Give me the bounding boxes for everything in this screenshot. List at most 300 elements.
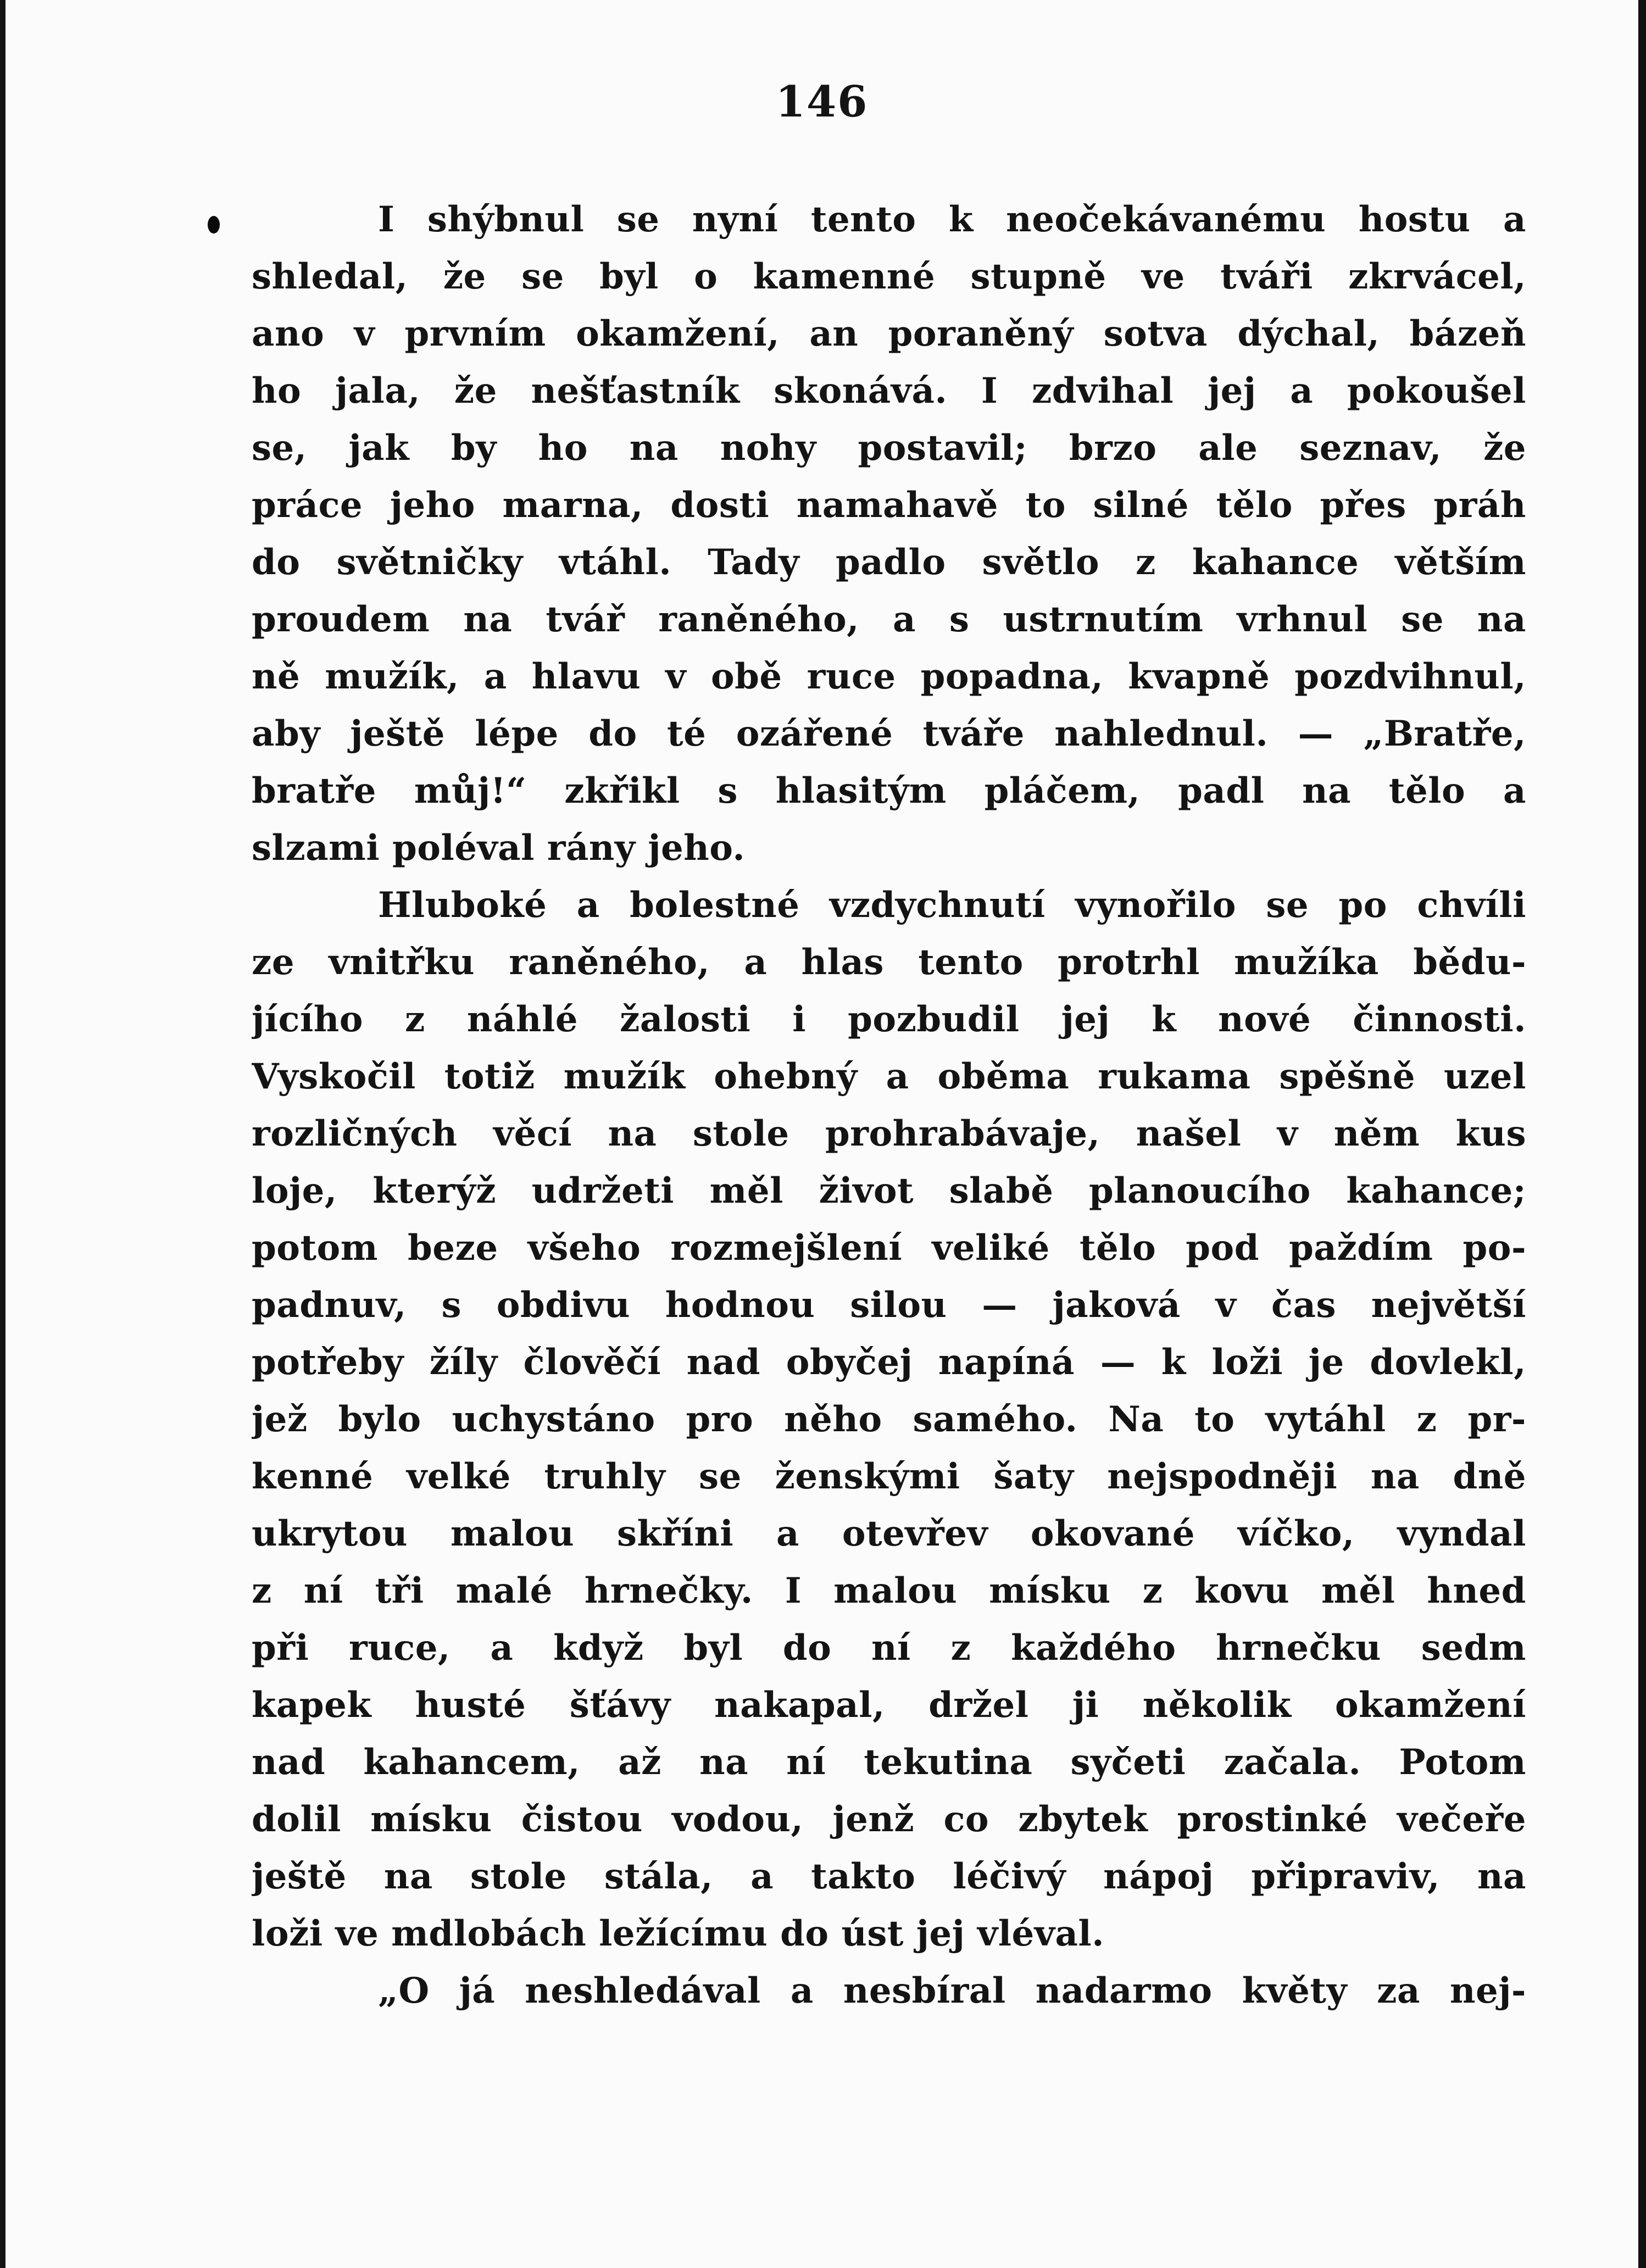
word: do xyxy=(782,1627,832,1669)
word: takto xyxy=(811,1856,916,1897)
word: nahlednul. xyxy=(1054,713,1269,754)
word: syčeti xyxy=(1070,1742,1186,1783)
word: je xyxy=(1308,1342,1344,1383)
text-line xyxy=(252,1277,1526,1334)
word: dosti xyxy=(670,485,770,526)
word: a xyxy=(1503,199,1526,240)
word: na xyxy=(383,1856,433,1897)
word: bázeň xyxy=(1409,313,1526,354)
word: vtáhl. xyxy=(559,542,672,583)
word: stole xyxy=(692,1113,789,1154)
word: I xyxy=(378,199,395,240)
word: začala. xyxy=(1224,1742,1361,1783)
text-line xyxy=(252,534,1526,591)
word: nešťastník xyxy=(531,370,740,412)
word: vytáhl xyxy=(1265,1399,1386,1440)
word: otevřev xyxy=(842,1513,988,1554)
word: při xyxy=(252,1627,309,1669)
word: „O xyxy=(378,1970,430,2011)
word: by xyxy=(451,427,497,469)
word: — xyxy=(982,1285,1017,1326)
text-line xyxy=(252,1905,1526,1963)
word: sedm xyxy=(1421,1627,1526,1669)
text-line xyxy=(252,1734,1526,1791)
word: k xyxy=(1152,999,1177,1040)
text-line xyxy=(252,1391,1526,1448)
word: okamžení xyxy=(1334,1685,1526,1726)
text-line xyxy=(252,1448,1526,1505)
word: okamžení, xyxy=(576,313,780,354)
word: sotva xyxy=(1103,313,1208,354)
word: činnosti. xyxy=(1353,999,1526,1040)
word: na xyxy=(1477,599,1526,640)
word: namahavě xyxy=(796,485,998,526)
word: člověčí xyxy=(523,1342,661,1383)
text-line xyxy=(252,363,1526,420)
text-line xyxy=(252,1677,1526,1734)
word: loje, xyxy=(252,1170,337,1211)
word: ozářené xyxy=(736,713,893,754)
word: po xyxy=(1338,885,1387,926)
word: s xyxy=(949,599,970,640)
word: měl xyxy=(709,1170,783,1211)
word: protrhl xyxy=(1058,942,1200,983)
word: čistou xyxy=(521,1799,643,1840)
book-page xyxy=(5,0,1638,2268)
word: z xyxy=(252,1570,272,1611)
word: stupně xyxy=(970,256,1106,297)
text-line xyxy=(252,477,1526,534)
word: neočekávanému xyxy=(1006,199,1326,240)
word: se xyxy=(699,1456,742,1497)
text-line xyxy=(252,305,1526,363)
word: za xyxy=(1377,1970,1420,2011)
word: z xyxy=(405,999,425,1040)
word: každého xyxy=(1011,1627,1176,1669)
text-line xyxy=(252,248,1526,305)
word: padnuv, xyxy=(252,1285,407,1326)
word: poraněný xyxy=(888,313,1074,354)
text-line xyxy=(252,1334,1526,1391)
word: rozličných xyxy=(252,1113,458,1154)
word: připraviv, xyxy=(1251,1856,1440,1897)
word: Vyskočil xyxy=(252,1056,416,1097)
word: ještě xyxy=(350,713,445,754)
word: poléval xyxy=(392,827,547,869)
word: rukama xyxy=(1098,1056,1251,1097)
word: aby xyxy=(252,713,320,754)
word: hodnou xyxy=(665,1285,815,1326)
word: „Bratře, xyxy=(1363,713,1526,754)
word: několik xyxy=(1142,1685,1292,1726)
word: lépe xyxy=(475,713,559,754)
word: ano xyxy=(252,313,325,354)
word: — xyxy=(1100,1342,1136,1383)
word: v xyxy=(1277,1113,1298,1154)
word: stála, xyxy=(604,1856,713,1897)
word: po- xyxy=(1463,1227,1526,1269)
word: oběma xyxy=(937,1056,1070,1097)
word: co xyxy=(943,1799,989,1840)
word: mužík xyxy=(563,1056,686,1097)
word: proudem xyxy=(252,599,430,640)
word: a xyxy=(744,942,768,983)
word: hrnečky. xyxy=(584,1570,753,1611)
word: a xyxy=(750,1856,774,1897)
word: zdvihal xyxy=(1031,370,1174,412)
word: vzdychnutí xyxy=(829,885,1046,926)
word: mdlobách xyxy=(391,1913,599,1954)
word: jež xyxy=(252,1399,308,1440)
word: na xyxy=(1370,1456,1420,1497)
word: jej xyxy=(916,1913,978,1954)
word: byl xyxy=(683,1627,743,1669)
word: kamenné xyxy=(753,256,936,297)
word: tři xyxy=(375,1570,424,1611)
word: ve xyxy=(1141,256,1185,297)
word: té xyxy=(667,713,707,754)
word: marna, xyxy=(502,485,643,526)
word: kvapně xyxy=(1128,656,1270,697)
word: bylo xyxy=(338,1399,421,1440)
word: že xyxy=(443,256,486,297)
word: se xyxy=(1401,599,1444,640)
word: rány xyxy=(547,827,648,869)
word: večeře xyxy=(1397,1799,1526,1840)
word: a xyxy=(490,1627,514,1669)
word: mužíka xyxy=(1234,942,1379,983)
word: malé xyxy=(455,1570,553,1611)
word: planoucího xyxy=(1088,1170,1311,1211)
word: zbytek xyxy=(1018,1799,1148,1840)
word: vrhnul xyxy=(1237,599,1368,640)
word: nohy xyxy=(720,427,816,469)
word: dně xyxy=(1453,1456,1526,1497)
word: nakapal, xyxy=(714,1685,885,1726)
word: tento xyxy=(918,942,1024,983)
word: do xyxy=(252,542,301,583)
word: jej xyxy=(1208,370,1256,412)
word: Na xyxy=(1108,1399,1164,1440)
word: prostinké xyxy=(1177,1799,1368,1840)
word: ženskými xyxy=(775,1456,960,1497)
word: stole xyxy=(470,1856,567,1897)
word: skonává. xyxy=(774,370,948,412)
word: a xyxy=(576,885,600,926)
word: jaková xyxy=(1052,1285,1181,1326)
word: v xyxy=(665,656,686,697)
word: I xyxy=(981,370,998,412)
word: to xyxy=(1194,1399,1235,1440)
text-line xyxy=(252,763,1526,820)
word: jak xyxy=(348,427,409,469)
word: dolil xyxy=(252,1799,341,1840)
word: ale xyxy=(1198,427,1258,469)
word: husté xyxy=(415,1685,526,1726)
word: něm xyxy=(1333,1113,1420,1154)
word: nadarmo xyxy=(1035,1970,1213,2011)
word: bolestné xyxy=(630,885,800,926)
word: z xyxy=(950,1627,971,1669)
word: slzami xyxy=(252,827,392,869)
word: ho xyxy=(538,427,588,469)
word: jala, xyxy=(335,370,421,412)
word: popadna, xyxy=(920,656,1104,697)
text-line xyxy=(252,1163,1526,1220)
word: když xyxy=(553,1627,644,1669)
word: jeho xyxy=(390,485,475,526)
text-line xyxy=(252,705,1526,763)
word: nesbíral xyxy=(843,1970,1006,2011)
word: velké xyxy=(407,1456,511,1497)
word: ruce, xyxy=(348,1627,451,1669)
word: an xyxy=(809,313,859,354)
word: pozdvihnul, xyxy=(1294,656,1526,697)
text-line xyxy=(252,1791,1526,1848)
word: květy xyxy=(1242,1970,1348,2011)
word: hlavu xyxy=(531,656,641,697)
word: žíly xyxy=(429,1342,498,1383)
word: slabě xyxy=(949,1170,1054,1211)
word: neshledával xyxy=(525,1970,761,2011)
word: obyčej xyxy=(786,1342,913,1383)
word: držel xyxy=(928,1685,1029,1726)
word: největší xyxy=(1371,1285,1526,1326)
text-line xyxy=(252,1563,1526,1620)
word: pláčem, xyxy=(984,770,1141,811)
word: na xyxy=(1302,770,1352,811)
word: tváře xyxy=(922,713,1025,754)
word: na xyxy=(608,1113,657,1154)
word: a xyxy=(776,1513,799,1554)
word: raněného, xyxy=(509,942,710,983)
word: všeho xyxy=(527,1227,641,1269)
word: i xyxy=(792,999,807,1040)
text-line xyxy=(252,1848,1526,1905)
word: Hluboké xyxy=(378,885,547,926)
word: o xyxy=(694,256,718,297)
word: jenž xyxy=(832,1799,915,1840)
text-line xyxy=(252,191,1526,248)
word: malou xyxy=(450,1513,575,1554)
word: — xyxy=(1298,713,1334,754)
word: život xyxy=(819,1170,914,1211)
word: já xyxy=(459,1970,496,2011)
word: napíná xyxy=(938,1342,1075,1383)
word: nad xyxy=(686,1342,761,1383)
word: z xyxy=(1142,1570,1163,1611)
word: nyní xyxy=(692,199,778,240)
word: práce xyxy=(252,485,363,526)
word: čas xyxy=(1271,1285,1336,1326)
word: věcí xyxy=(493,1113,572,1154)
word: jej xyxy=(1061,999,1110,1040)
word: tělo xyxy=(1388,770,1466,811)
word: a xyxy=(790,1970,814,2011)
word: dovlekl, xyxy=(1370,1342,1526,1383)
word: nejspodněji xyxy=(1107,1456,1338,1497)
word: náhlé xyxy=(466,999,578,1040)
word: na xyxy=(699,1742,749,1783)
word: silou xyxy=(850,1285,947,1326)
word: bratře xyxy=(252,770,376,811)
word: úst xyxy=(841,1913,916,1954)
word: ukrytou xyxy=(252,1513,408,1554)
word: a xyxy=(892,599,916,640)
word: raněného, xyxy=(658,599,859,640)
word: ve xyxy=(335,1913,392,1954)
word: k xyxy=(948,199,974,240)
word: bědu- xyxy=(1413,942,1526,983)
word: postavil; xyxy=(858,427,1027,469)
text-line xyxy=(252,648,1526,705)
word: kahance; xyxy=(1346,1170,1526,1211)
word: se xyxy=(1266,885,1309,926)
text-line xyxy=(252,1963,1526,2020)
word: do xyxy=(780,1913,842,1954)
word: uzel xyxy=(1444,1056,1526,1097)
word: byl xyxy=(599,256,659,297)
word: to xyxy=(1025,485,1066,526)
word: silné xyxy=(1093,485,1189,526)
word: I xyxy=(785,1570,802,1611)
word: nad xyxy=(252,1742,326,1783)
word: že xyxy=(454,370,497,412)
word: víčko, xyxy=(1237,1513,1355,1554)
text-line xyxy=(252,1620,1526,1677)
word: můj!“ xyxy=(414,770,527,811)
word: do xyxy=(588,713,637,754)
word: pokoušel xyxy=(1347,370,1526,412)
word: ně xyxy=(252,656,301,697)
word: Potom xyxy=(1399,1742,1526,1783)
word: potom xyxy=(252,1227,378,1269)
word: ji xyxy=(1072,1685,1099,1726)
word: z xyxy=(1136,542,1156,583)
word: tělo xyxy=(1216,485,1293,526)
word: paždím xyxy=(1289,1227,1433,1269)
word: kterýž xyxy=(372,1170,497,1211)
page-number: 146 xyxy=(775,77,869,127)
text-line xyxy=(252,877,1526,934)
text-line xyxy=(252,1105,1526,1163)
word: mísku xyxy=(370,1799,492,1840)
word: kenné xyxy=(252,1456,374,1497)
text-line xyxy=(252,934,1526,991)
word: potřeby xyxy=(252,1342,404,1383)
word: udržeti xyxy=(531,1170,675,1211)
scan-edge-right xyxy=(1638,0,1646,2268)
word: se xyxy=(521,256,564,297)
word: malou xyxy=(833,1570,958,1611)
word: zkrvácel, xyxy=(1348,256,1526,297)
word: měl xyxy=(1321,1570,1395,1611)
word: našel xyxy=(1136,1113,1242,1154)
word: prohrabávaje, xyxy=(825,1113,1100,1154)
text-line xyxy=(252,420,1526,477)
word: hlas xyxy=(801,942,884,983)
word: uchystáno xyxy=(452,1399,655,1440)
word: vnitřku xyxy=(329,942,475,983)
word: žalosti xyxy=(620,999,751,1040)
word: a xyxy=(483,656,507,697)
word: něho xyxy=(784,1399,882,1440)
word: přes xyxy=(1320,485,1406,526)
word: spěšně xyxy=(1279,1056,1416,1097)
word: mužík, xyxy=(325,656,459,697)
word: tekutina xyxy=(864,1742,1033,1783)
word: a xyxy=(886,1056,909,1097)
word: na xyxy=(1477,1856,1526,1897)
word: na xyxy=(629,427,679,469)
word: chvíli xyxy=(1417,885,1526,926)
word: práh xyxy=(1433,485,1526,526)
word: se xyxy=(616,199,660,240)
word: se, xyxy=(252,427,307,469)
word: mísku xyxy=(989,1570,1111,1611)
word: ho xyxy=(252,370,302,412)
text-line xyxy=(252,591,1526,648)
word: k xyxy=(1161,1342,1186,1383)
word: jeho. xyxy=(648,827,746,869)
word: světlo xyxy=(982,542,1099,583)
text-line xyxy=(252,1048,1526,1105)
word: veliké xyxy=(932,1227,1050,1269)
word: nové xyxy=(1218,999,1311,1040)
word: totiž xyxy=(444,1056,535,1097)
body-text xyxy=(252,191,1526,2020)
word: a xyxy=(1503,770,1526,811)
word: ještě xyxy=(252,1856,347,1897)
word: šaty xyxy=(993,1456,1074,1497)
word: pr- xyxy=(1467,1399,1526,1440)
word: obě xyxy=(710,656,782,697)
word: z xyxy=(1416,1399,1437,1440)
word: vyndal xyxy=(1397,1513,1526,1554)
word: vodou, xyxy=(672,1799,804,1840)
word: ní xyxy=(786,1742,826,1783)
text-line xyxy=(252,991,1526,1048)
word: rozmejšlení xyxy=(670,1227,903,1269)
word: vléval. xyxy=(977,1913,1104,1954)
word: kovu xyxy=(1194,1570,1290,1611)
word: ní xyxy=(871,1627,911,1669)
word: shýbnul xyxy=(427,199,585,240)
word: pozbudil xyxy=(848,999,1020,1040)
word: že xyxy=(1483,427,1526,469)
word: tvář xyxy=(546,599,625,640)
word: padl xyxy=(1178,770,1265,811)
word: pro xyxy=(686,1399,754,1440)
word: ležícímu xyxy=(599,1913,781,1954)
word: nápoj xyxy=(1103,1856,1214,1897)
word: pod xyxy=(1186,1227,1259,1269)
word: jícího xyxy=(252,999,363,1040)
word: větším xyxy=(1395,542,1526,583)
word: s xyxy=(441,1285,462,1326)
word: zkřikl xyxy=(564,770,680,811)
word: světničky xyxy=(336,542,523,583)
margin-ink-mark xyxy=(208,216,220,234)
word: tento xyxy=(810,199,916,240)
word: kapek xyxy=(252,1685,372,1726)
word: v xyxy=(1215,1285,1237,1326)
word: loži xyxy=(1211,1342,1283,1383)
word: brzo xyxy=(1069,427,1157,469)
word: kahancem, xyxy=(363,1742,580,1783)
word: shledal, xyxy=(252,256,408,297)
word: šťávy xyxy=(569,1685,671,1726)
